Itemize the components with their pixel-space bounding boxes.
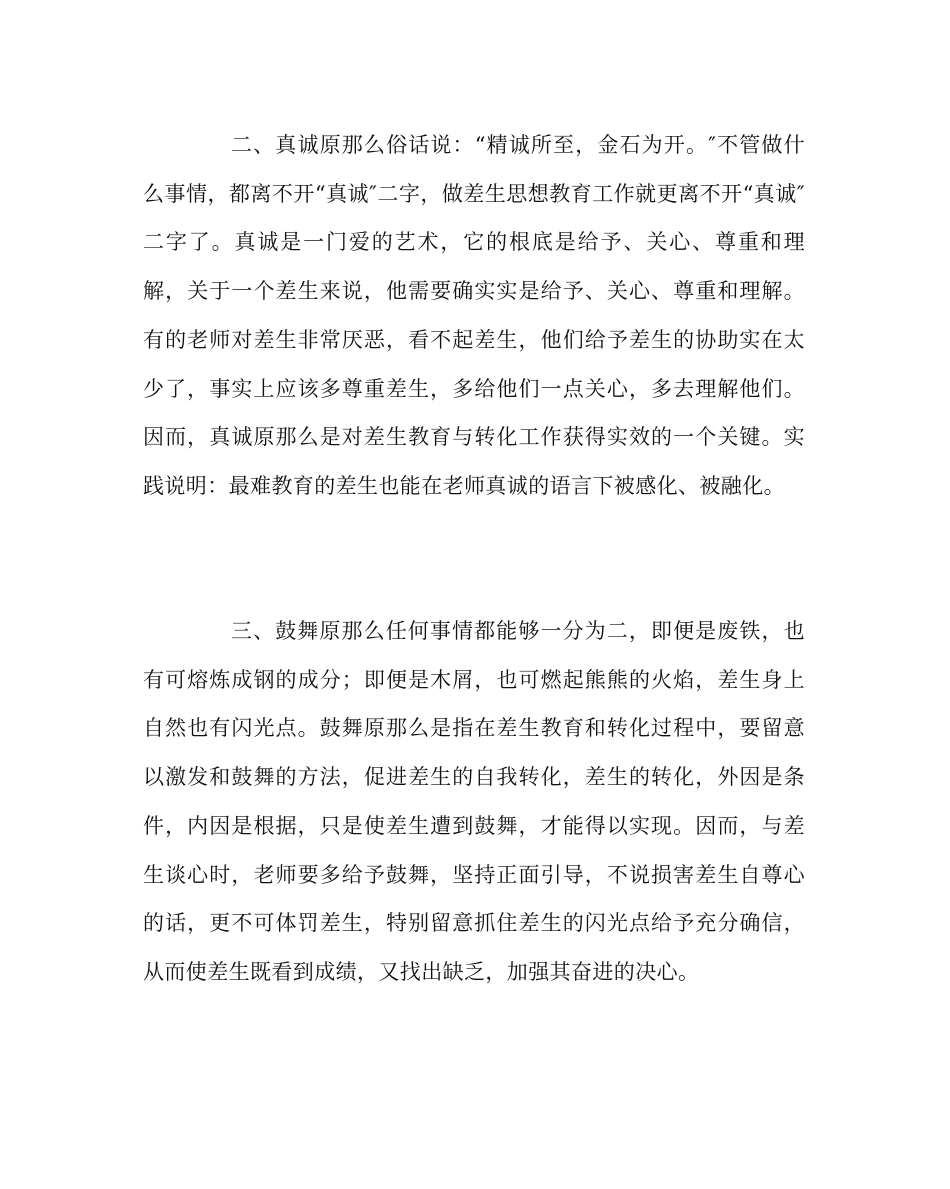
paragraph-sincerity-principle: 二、真诚原那么俗话说：“精诚所至，金石为开。″不管做什么事情，都离不开“真诚″二字，做差生思想教育工作就更离不开“真诚″二字了。真诚是一门爱的艺术，它的根底是给予、关心、尊重和理解，关于一个差生来说，他需要确实实是给予、关心、尊重和理解。有的老师对差生非常厌恶，看不起差生，他们给予差生的协助实在太少了，事实上应该多尊重差生，多给他们一点关心，多去理解他们。因而，真诚原那么是对差生教育与转化工作获得实效的一个关键。实践说明：最难教育的差生也能在老师真诚的语言下被感化、被融化。 bbox=[143, 133, 805, 498]
paragraph-encouragement-principle: 三、鼓舞原那么任何事情都能够一分为二，即便是废铁，也有可熔炼成钢的成分；即便是木屑，也可燃起熊熊的火焰，差生身上自然也有闪光点。鼓舞原那么是指在差生教育和转化过程中，要留意以激发和鼓舞的方法，促进差生的自我转化，差生的转化，外因是条件，内因是根据，只是使差生遭到鼓舞，才能得以实现。因而，与差生谈心时，老师要多给予鼓舞，坚持正面引导，不说损害差生自尊心的话，更不可体罚差生，特别留意抓住差生的闪光点给予充分确信，从而使差生既看到成绩，又找出缺乏，加强其奋进的决心。 bbox=[143, 619, 805, 984]
